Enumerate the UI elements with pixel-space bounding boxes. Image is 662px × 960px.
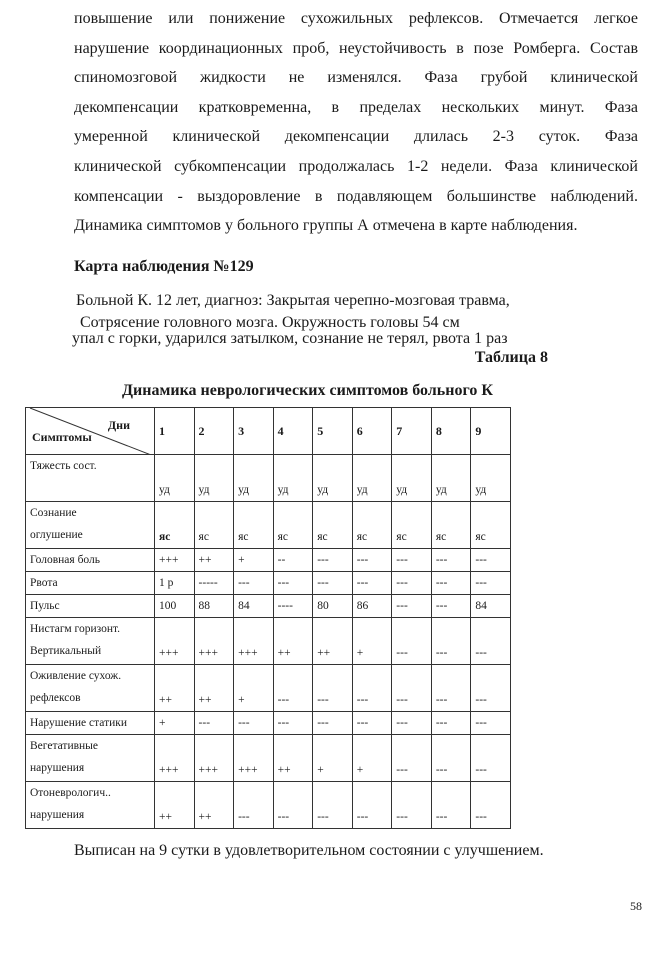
value-cell: --- bbox=[194, 712, 234, 735]
card-line-1: Больной К. 12 лет, диагноз: Закрытая черепно-мозговая травма, bbox=[76, 292, 510, 309]
page-number: 58 bbox=[630, 899, 642, 913]
paragraph-line: компенсации - выздоровление в подавляющем большинстве наблюдений. bbox=[74, 187, 638, 205]
observation-table bbox=[25, 407, 511, 829]
table-row bbox=[26, 712, 511, 735]
value-cell: +++ bbox=[155, 549, 195, 572]
day-header-cell: 5 bbox=[313, 408, 353, 455]
value-cell: --- bbox=[392, 735, 432, 782]
day-header-cell: 1 bbox=[155, 408, 195, 455]
value-cell: --- bbox=[471, 572, 511, 595]
symptom-label: Пульс bbox=[30, 600, 60, 612]
value-cell: ++ bbox=[273, 618, 313, 665]
value-cell: --- bbox=[234, 572, 274, 595]
symptom-cell bbox=[26, 549, 155, 572]
value-cell: --- bbox=[471, 549, 511, 572]
value-cell: --- bbox=[392, 618, 432, 665]
header-corner-cell bbox=[26, 408, 155, 455]
value-cell: --- bbox=[392, 595, 432, 618]
symptom-cell bbox=[26, 782, 155, 829]
table-row bbox=[26, 572, 511, 595]
closing-text: Выписан на 9 сутки в удовлетворительном состоянии с улучшением. bbox=[74, 842, 544, 859]
value-cell: уд bbox=[313, 455, 353, 502]
value-cell: --- bbox=[313, 572, 353, 595]
value-cell: --- bbox=[352, 549, 392, 572]
value-cell: + bbox=[155, 712, 195, 735]
value-cell: яс bbox=[194, 502, 234, 549]
symptom-label: Рвота bbox=[30, 577, 58, 589]
value-cell: --- bbox=[471, 782, 511, 829]
value-cell: --- bbox=[431, 735, 471, 782]
day-header-cell: 6 bbox=[352, 408, 392, 455]
value-cell: --- bbox=[392, 572, 432, 595]
symptom-sublabel: рефлексов bbox=[30, 692, 81, 704]
value-cell: ++ bbox=[194, 665, 234, 712]
value-cell: ++ bbox=[273, 735, 313, 782]
value-cell: + bbox=[352, 735, 392, 782]
symptom-label: Тяжесть сост. bbox=[30, 460, 97, 472]
symptom-cell bbox=[26, 572, 155, 595]
symptom-cell bbox=[26, 665, 155, 712]
value-cell: +++ bbox=[234, 735, 274, 782]
value-cell: яс bbox=[273, 502, 313, 549]
value-cell: ---- bbox=[273, 595, 313, 618]
value-cell: --- bbox=[431, 665, 471, 712]
value-cell: --- bbox=[471, 665, 511, 712]
value-cell: --- bbox=[273, 712, 313, 735]
value-cell: --- bbox=[352, 712, 392, 735]
table-row bbox=[26, 502, 511, 549]
value-cell: --- bbox=[471, 735, 511, 782]
symptom-label: Вегетативные bbox=[30, 740, 99, 752]
table-row bbox=[26, 665, 511, 712]
value-cell: -- bbox=[273, 549, 313, 572]
value-cell: уд bbox=[431, 455, 471, 502]
symptom-label: Отоневрологич.. bbox=[30, 787, 111, 799]
symptom-sublabel: Вертикальный bbox=[30, 645, 102, 657]
value-cell: --- bbox=[431, 712, 471, 735]
table-header-row bbox=[26, 408, 511, 455]
value-cell: уд bbox=[471, 455, 511, 502]
value-cell: + bbox=[352, 618, 392, 665]
symptom-sublabel: оглушение bbox=[30, 529, 83, 541]
value-cell: --- bbox=[313, 782, 353, 829]
day-header-cell: 7 bbox=[392, 408, 432, 455]
value-cell: --- bbox=[431, 595, 471, 618]
value-cell: 100 bbox=[155, 595, 195, 618]
day-header-cell: 3 bbox=[234, 408, 274, 455]
value-cell: + bbox=[234, 665, 274, 712]
value-cell: --- bbox=[431, 572, 471, 595]
value-cell: уд bbox=[155, 455, 195, 502]
value-cell: --- bbox=[352, 782, 392, 829]
symptom-cell bbox=[26, 455, 155, 502]
value-cell: --- bbox=[234, 782, 274, 829]
value-cell: яс bbox=[352, 502, 392, 549]
value-cell: --- bbox=[313, 712, 353, 735]
symptom-label: Головная боль bbox=[30, 554, 101, 566]
card-title: Карта наблюдения №129 bbox=[74, 258, 254, 275]
symptom-label: Нистагм горизонт. bbox=[30, 623, 121, 635]
value-cell: +++ bbox=[234, 618, 274, 665]
value-cell: --- bbox=[234, 712, 274, 735]
paragraph-line: спиномозговой жидкости не изменялся. Фаза грубой клинической bbox=[74, 69, 638, 87]
day-header-cell: 8 bbox=[431, 408, 471, 455]
value-cell: яс bbox=[234, 502, 274, 549]
value-cell: 80 bbox=[313, 595, 353, 618]
value-cell: --- bbox=[471, 618, 511, 665]
value-cell: 86 bbox=[352, 595, 392, 618]
value-cell: ++ bbox=[155, 665, 195, 712]
value-cell: --- bbox=[273, 665, 313, 712]
paragraph-line: нарушение координационных проб, неустойчивость в позе Ромберга. Состав bbox=[74, 39, 638, 57]
table-row bbox=[26, 549, 511, 572]
header-days-label: Дни bbox=[107, 418, 130, 432]
table-label: Таблица 8 bbox=[474, 349, 548, 366]
value-cell: --- bbox=[273, 572, 313, 595]
table-row bbox=[26, 455, 511, 502]
value-cell: --- bbox=[352, 665, 392, 712]
value-cell: 88 bbox=[194, 595, 234, 618]
paragraph-line: умеренной клинической декомпенсации длилась 2-3 суток. Фаза bbox=[74, 128, 638, 146]
value-cell: --- bbox=[313, 665, 353, 712]
value-cell: --- bbox=[273, 782, 313, 829]
symptom-label: Сознание bbox=[30, 507, 77, 519]
value-cell: яс bbox=[155, 502, 195, 549]
value-cell: яс bbox=[471, 502, 511, 549]
value-cell: --- bbox=[431, 782, 471, 829]
value-cell: 1 р bbox=[155, 572, 195, 595]
table-row bbox=[26, 595, 511, 618]
value-cell: --- bbox=[392, 712, 432, 735]
day-header-cell: 9 bbox=[471, 408, 511, 455]
value-cell: +++ bbox=[155, 618, 195, 665]
value-cell: --- bbox=[431, 618, 471, 665]
card-line-2: Сотрясение головного мозга. Окружность головы 54 см bbox=[80, 314, 460, 331]
value-cell: 84 bbox=[234, 595, 274, 618]
symptom-cell bbox=[26, 712, 155, 735]
value-cell: уд bbox=[352, 455, 392, 502]
value-cell: ++ bbox=[155, 782, 195, 829]
value-cell: --- bbox=[392, 782, 432, 829]
table-row bbox=[26, 618, 511, 665]
value-cell: --- bbox=[313, 549, 353, 572]
symptom-cell bbox=[26, 595, 155, 618]
body-paragraph bbox=[74, 4, 638, 241]
value-cell: + bbox=[313, 735, 353, 782]
value-cell: --- bbox=[352, 572, 392, 595]
header-symptoms-label: Симптомы bbox=[32, 430, 92, 444]
table-title: Динамика неврологических симптомов больного К bbox=[122, 382, 493, 399]
value-cell: уд bbox=[234, 455, 274, 502]
symptom-cell bbox=[26, 502, 155, 549]
table-row bbox=[26, 735, 511, 782]
day-header-cell: 4 bbox=[273, 408, 313, 455]
value-cell: ++ bbox=[194, 549, 234, 572]
table-row bbox=[26, 782, 511, 829]
symptom-sublabel: нарушения bbox=[30, 809, 85, 821]
symptom-sublabel: нарушения bbox=[30, 762, 85, 774]
value-cell: яс bbox=[392, 502, 432, 549]
value-cell: уд bbox=[392, 455, 432, 502]
value-cell: + bbox=[234, 549, 274, 572]
value-cell: --- bbox=[392, 549, 432, 572]
symptom-label: Нарушение статики bbox=[30, 717, 128, 729]
value-cell: ++ bbox=[313, 618, 353, 665]
symptom-label: Оживление сухож. bbox=[30, 670, 122, 682]
paragraph-line: повышение или понижение сухожильных рефлексов. Отмечается легкое bbox=[74, 10, 638, 27]
value-cell: ----- bbox=[194, 572, 234, 595]
paragraph-line: декомпенсации кратковременна, в пределах нескольких минут. Фаза bbox=[74, 98, 638, 116]
symptom-cell bbox=[26, 618, 155, 665]
value-cell: --- bbox=[392, 665, 432, 712]
value-cell: 84 bbox=[471, 595, 511, 618]
value-cell: яс bbox=[313, 502, 353, 549]
value-cell: уд bbox=[273, 455, 313, 502]
day-header-cell: 2 bbox=[194, 408, 234, 455]
card-line-3: упал с горки, ударился затылком, сознание не терял, рвота 1 раз bbox=[72, 330, 508, 347]
paragraph-line: клинической субкомпенсации продолжалась 1-2 недели. Фаза клинической bbox=[74, 157, 638, 175]
value-cell: +++ bbox=[155, 735, 195, 782]
value-cell: уд bbox=[194, 455, 234, 502]
value-cell: --- bbox=[431, 549, 471, 572]
value-cell: яс bbox=[431, 502, 471, 549]
paragraph-line: Динамика симптомов у больного группы А отмечена в карте наблюдения. bbox=[74, 217, 578, 235]
value-cell: +++ bbox=[194, 618, 234, 665]
value-cell: ++ bbox=[194, 782, 234, 829]
symptom-cell bbox=[26, 735, 155, 782]
value-cell: +++ bbox=[194, 735, 234, 782]
value-cell: --- bbox=[471, 712, 511, 735]
